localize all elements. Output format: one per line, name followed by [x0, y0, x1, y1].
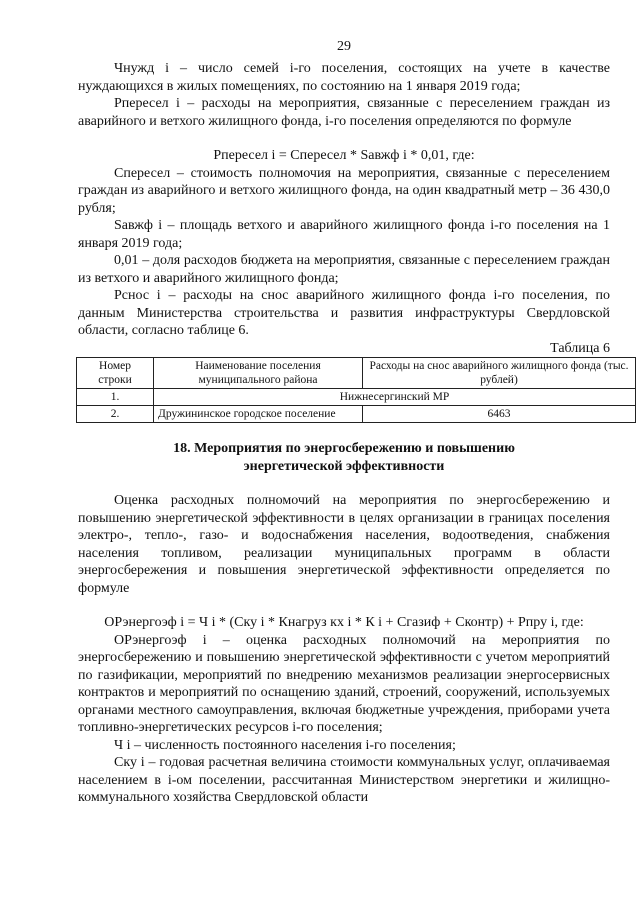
row-expenses-value: 6463	[363, 406, 636, 423]
header-expenses: Расходы на снос аварийного жилищного фонда (тыс. рублей)	[363, 358, 636, 389]
paragraph-savzhf: Sавжф i – площадь ветхого и аварийного жилищного фонда i-го поселения на 1 января 2019 года;	[78, 218, 610, 251]
paragraph-share: 0,01 – доля расходов бюджета на мероприятия, связанные с переселением граждан из ветхого и аварийного жилищного фонда;	[78, 253, 610, 286]
header-settlement-name: Наименование поселения муниципального района	[154, 358, 363, 389]
section-title-line2: энергетической эффективности	[243, 458, 445, 474]
formula-pereselenie: Рпересел i = Спересел * Sавжф i * 0,01, где:	[213, 148, 475, 163]
paragraph-spereesel: Спересел – стоимость полномочия на мероприятия, связанные с переселением граждан из аварийного и ветхого жилищного фонда, на один квадратный метр – 36 430,0 рубля;	[78, 165, 610, 216]
table-row	[77, 389, 636, 406]
paragraph-chnuzhd: Чнужд i – число семей i-го поселения, состоящих на учете в качестве нуждающихся в жилых помещениях, по состоянию на 1 января 2019 года;	[78, 61, 610, 94]
section-title-line1: 18. Мероприятия по энергосбережению и повышению	[173, 441, 515, 456]
page-number: 29	[337, 39, 351, 54]
paragraph-orenergoef: ОРэнергоэф i – оценка расходных полномочий на мероприятия по энергосбережению и повышению энергетической эффективности с учетом мероприятий по газификации, мероприятий по внедрению механизмов реализации энергосервисных контрактов и мероприятий по оснащению зданий, строений, сооружений, используемых органами местного самоуправления, включая бюджетные учреждения, приборами учета топливно-энергетических ресурсов i-го поселения;	[78, 632, 610, 735]
document-page	[78, 38, 629, 807]
table-header-row	[77, 358, 636, 389]
paragraph-sku: Ску i – годовая расчетная величина стоимости коммунальных услуг, оплачиваемая населением в i-ом поселении, рассчитанная Министерством энергетики и жилищно-коммунального хозяйства Свердловской области	[78, 755, 610, 805]
row-settlement-name: Дружининское городское поселение	[154, 406, 363, 423]
table-6	[76, 357, 636, 423]
table-row	[77, 406, 636, 423]
paragraph-population: Ч i – численность постоянного населения i-го поселения;	[114, 737, 456, 753]
formula-energy: ОРэнергоэф i = Ч i * (Ску i * Кнагруз кх i * К i + Сгазиф + Сконтр) + Рпру i, где:	[104, 615, 584, 630]
section-title	[78, 440, 610, 475]
paragraph-energy-intro: Оценка расходных полномочий на мероприятия по энергосбережению и повышению энергетической эффективности в целях организации в границах поселения электро-, тепло-, газо- и водоснабжения населения, водоотведения, снабжения населения топливом, реализации муниципальных программ в области энергосбережения и повышения энергетической эффективности определяется по формуле	[78, 493, 610, 596]
header-row-number: Номер строки	[77, 358, 154, 389]
table-caption: Таблица 6	[550, 340, 610, 356]
paragraph-rpeeresel: Рпересел i – расходы на мероприятия, связанные с переселением граждан из аварийного и ветхого жилищного фонда, i-го поселения определяются по формуле	[78, 96, 610, 129]
paragraph-rsnos: Рснос i – расходы на снос аварийного жилищного фонда i-го поселения, по данным Министерства строительства и развития инфраструктуры Свердловской области, согласно таблице 6.	[78, 288, 610, 338]
row-number: 1.	[77, 389, 154, 406]
row-number: 2.	[77, 406, 154, 423]
row-settlement-name: Нижнесергинский МР	[154, 389, 636, 406]
